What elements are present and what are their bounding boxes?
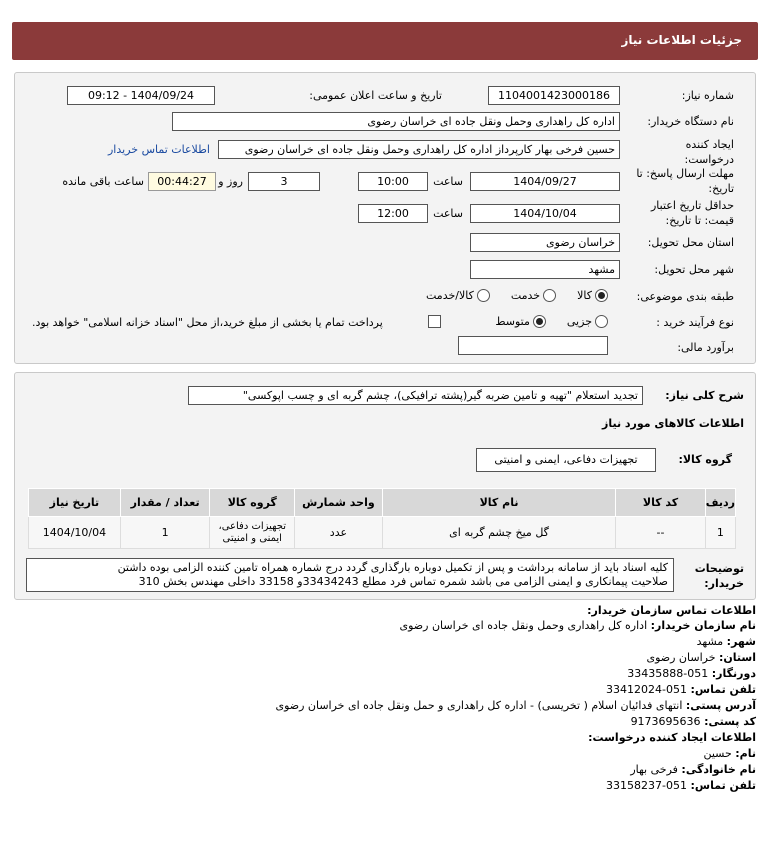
remaining-label: ساعت باقی مانده [62, 175, 144, 188]
process-label: نوع فرآیند خرید : [656, 316, 734, 329]
province-field: خراسان رضوی [470, 233, 620, 252]
goods-table [28, 488, 736, 549]
col-group: گروه کالا [210, 489, 295, 517]
budget-label: برآورد مالی: [677, 341, 734, 354]
summary-field: تجدید استعلام "تهیه و تامین ضربه گیر(پشته ترافیکی)، چشم گربه ای و چسب اپوکسی" [188, 386, 643, 405]
cell-qty: 1 [120, 517, 210, 549]
validity-time-field: 12:00 [358, 204, 428, 223]
contact-province: استان: خراسان رضوی [646, 651, 756, 664]
summary-label: شرح کلی نیاز: [665, 389, 744, 402]
creator-label: ایجاد کننده درخواست: [684, 138, 734, 166]
province-label: استان محل تحویل: [647, 236, 734, 249]
city-field: مشهد [470, 260, 620, 279]
cell-code: -- [616, 517, 706, 549]
buyer-notes-box [26, 558, 674, 592]
contact-city: شهر: مشهد [696, 635, 756, 648]
remaining-time-field: 00:44:27 [148, 172, 216, 191]
category-radio-group [426, 288, 608, 302]
creator-field: حسین فرخی بهار کارپرداز اداره کل راهداری وحمل ونقل جاده ای خراسان رضوی [218, 140, 620, 159]
category-both-label: کالا/خدمت [426, 288, 474, 302]
validity-label: حداقل تاریخ اعتبار قیمت: تا تاریخ: [650, 199, 734, 227]
process-minor-label: جزیی [566, 314, 592, 328]
cell-group: تجهیزات دفاعی، ایمنی و امنیتی [210, 517, 295, 549]
page-header [12, 22, 758, 60]
col-unit: واحد شمارش [295, 489, 383, 517]
category-service-radio[interactable] [543, 289, 556, 302]
treasury-checkbox[interactable] [428, 315, 441, 328]
reply-date-field: 1404/09/27 [470, 172, 620, 191]
creator-phone: تلفن تماس: 051-33158237 [606, 779, 756, 792]
payment-note: پرداخت تمام یا بخشی از مبلغ خرید،از محل "اسناد خزانه اسلامی" خواهد بود. [32, 316, 383, 329]
contact-postal: کد پستی: 9173695636 [630, 715, 756, 728]
category-both-radio[interactable] [477, 289, 490, 302]
goods-info-title: اطلاعات کالاهای مورد نیاز [602, 417, 744, 430]
cell-unit: عدد [295, 517, 383, 549]
process-medium-radio[interactable] [533, 315, 546, 328]
reply-deadline-label: مهلت ارسال پاسخ: تا تاریخ: [636, 167, 734, 195]
buyer-notes-label: توضیحات خریدار: [694, 562, 744, 590]
contact-phone: تلفن تماس: 051-33412024 [606, 683, 756, 696]
reply-hour-label: ساعت [433, 175, 463, 188]
announce-field: 1404/09/24 - 09:12 [67, 86, 215, 105]
category-goods-label: کالا [577, 288, 592, 302]
buyer-notes-line2: صلاحیت پیمانکاری و ایمنی الزامی می باشد شمره تماس فرد مطلع 33434243و 33158 داخلی مهندس بخش 310 [138, 575, 668, 588]
col-qty: تعداد / مقدار [120, 489, 210, 517]
cell-row: 1 [705, 517, 735, 549]
category-service-label: خدمت [510, 288, 541, 302]
table-header-row [29, 489, 736, 517]
creator-info-title: اطلاعات ایجاد کننده درخواست: [588, 731, 756, 744]
announce-label: تاریخ و ساعت اعلان عمومی: [309, 89, 442, 102]
col-code: کد کالا [616, 489, 706, 517]
need-number-field: 1104001423000186 [488, 86, 620, 105]
budget-field[interactable] [458, 336, 608, 355]
buyer-org-label: نام دستگاه خریدار: [647, 115, 734, 128]
contact-address: آدرس پستی: انتهای فدائیان اسلام ( تخریسی) - اداره کل راهداری و حمل ونقل جاده ای خراسان رضوی [275, 699, 756, 712]
table-row [29, 517, 736, 549]
buyer-contact-link[interactable]: اطلاعات تماس خریدار [108, 143, 210, 156]
process-medium-label: متوسط [495, 314, 530, 328]
category-label: طبقه بندی موضوعی: [636, 290, 734, 303]
process-minor-radio[interactable] [595, 315, 608, 328]
process-radio-group [495, 314, 608, 328]
contact-title: اطلاعات تماس سازمان خریدار: [587, 604, 756, 617]
validity-hour-label: ساعت [433, 207, 463, 220]
page-title: جزئیات اطلاعات نیاز [621, 33, 742, 47]
validity-date-field: 1404/10/04 [470, 204, 620, 223]
contact-fax: دورنگار: 051-33435888 [627, 667, 756, 680]
col-row: ردیف [705, 489, 735, 517]
days-field: 3 [248, 172, 320, 191]
days-label: روز و [218, 175, 243, 188]
goods-group-label: گروه کالا: [678, 453, 732, 466]
category-goods-radio[interactable] [595, 289, 608, 302]
need-number-label: شماره نیاز: [681, 89, 734, 102]
buyer-org-field: اداره کل راهداری وحمل ونقل جاده ای خراسان رضوی [172, 112, 620, 131]
creator-name: نام: حسین [703, 747, 756, 760]
col-name: نام کالا [382, 489, 616, 517]
buyer-notes-line1: کلیه اسناد باید از سامانه برداشت و پس از تکمیل دوباره بارگذاری گردد درج شماره همراه تامین کننده الزامی بوده داشتن [117, 561, 668, 574]
reply-time-field: 10:00 [358, 172, 428, 191]
contact-org: نام سازمان خریدار: اداره کل راهداری وحمل ونقل جاده ای خراسان رضوی [399, 619, 756, 632]
cell-name: گل میخ چشم گربه ای [382, 517, 616, 549]
cell-date: 1404/10/04 [29, 517, 121, 549]
goods-group-field: تجهیزات دفاعی، ایمنی و امنیتی [476, 448, 656, 472]
city-label: شهر محل تحویل: [654, 263, 734, 276]
creator-family: نام خانوادگی: فرخی بهار [630, 763, 756, 776]
col-date: تاریخ نیاز [29, 489, 121, 517]
